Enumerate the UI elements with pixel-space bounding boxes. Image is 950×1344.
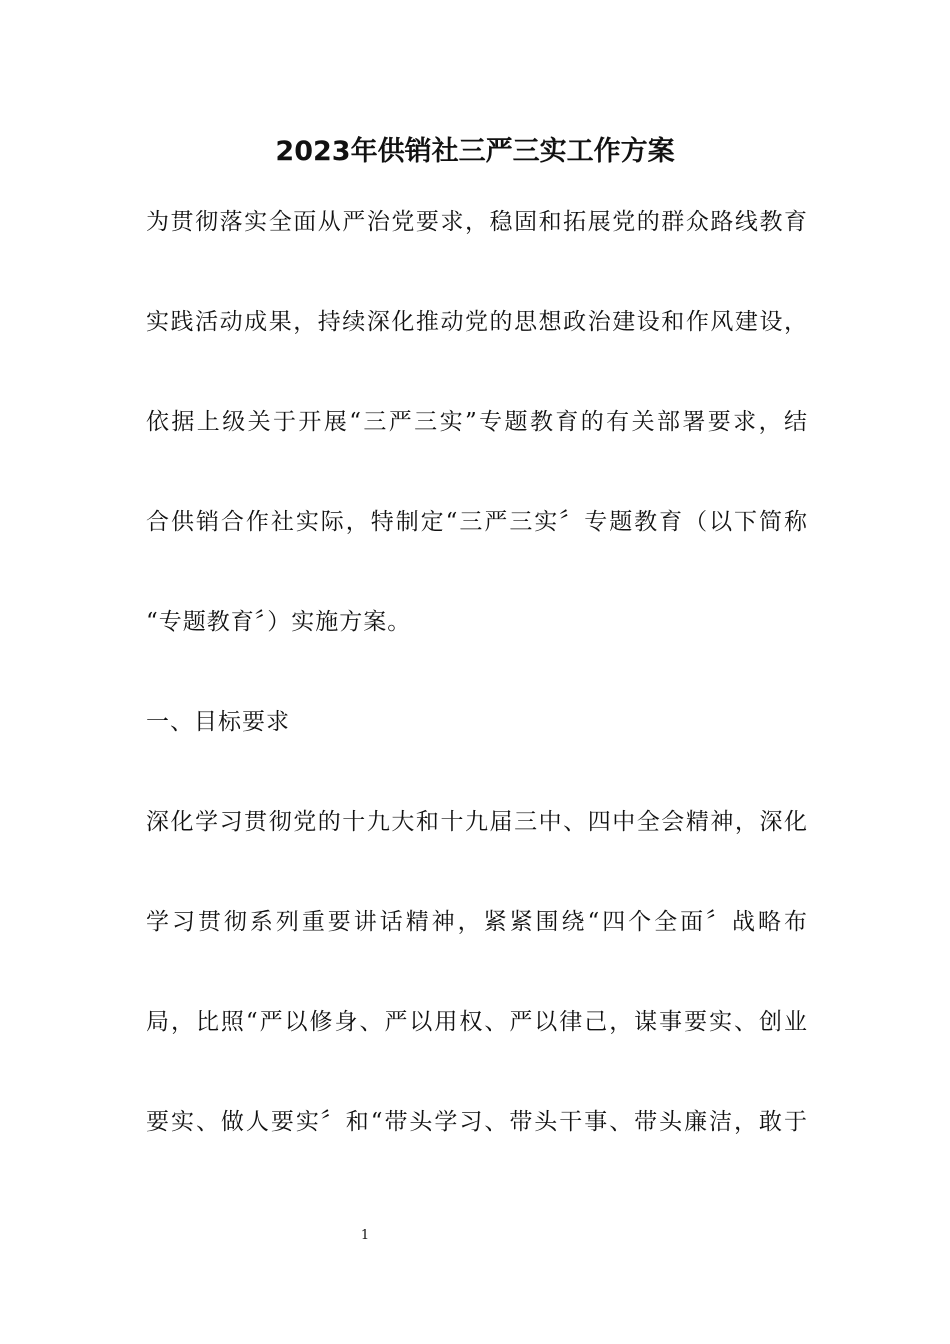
document-body xyxy=(146,200,808,1200)
body-line: 实践活动成果，持续深化推动党的思想政治建设和作风建设， xyxy=(146,309,808,335)
section-heading: 一、目标要求 xyxy=(146,709,290,735)
body-line: 为贯彻落实全面从严治党要求，稳固和拓展党的群众路线教育 xyxy=(146,209,808,235)
document-title: 2023年供销社三严三实工作方案 xyxy=(275,136,675,167)
body-line: 要实、做人要实〞和“带头学习、带头干事、带头廉洁，敢于 xyxy=(146,1109,808,1135)
body-line: 深化学习贯彻党的十九大和十九届三中、四中全会精神，深化 xyxy=(146,809,808,835)
page-number: 1 xyxy=(360,1228,370,1243)
body-line: 合供销合作社实际，特制定“三严三实〞专题教育（以下简称 xyxy=(146,509,808,535)
body-line: 学习贯彻系列重要讲话精神，紧紧围绕“四个全面〞战略布 xyxy=(146,909,808,935)
body-line: 依据上级关于开展“三严三实”专题教育的有关部署要求，结 xyxy=(146,409,808,435)
body-line: “专题教育〞）实施方案。 xyxy=(146,609,412,635)
body-line: 局，比照“严以修身、严以用权、严以律己，谋事要实、创业 xyxy=(146,1009,808,1035)
